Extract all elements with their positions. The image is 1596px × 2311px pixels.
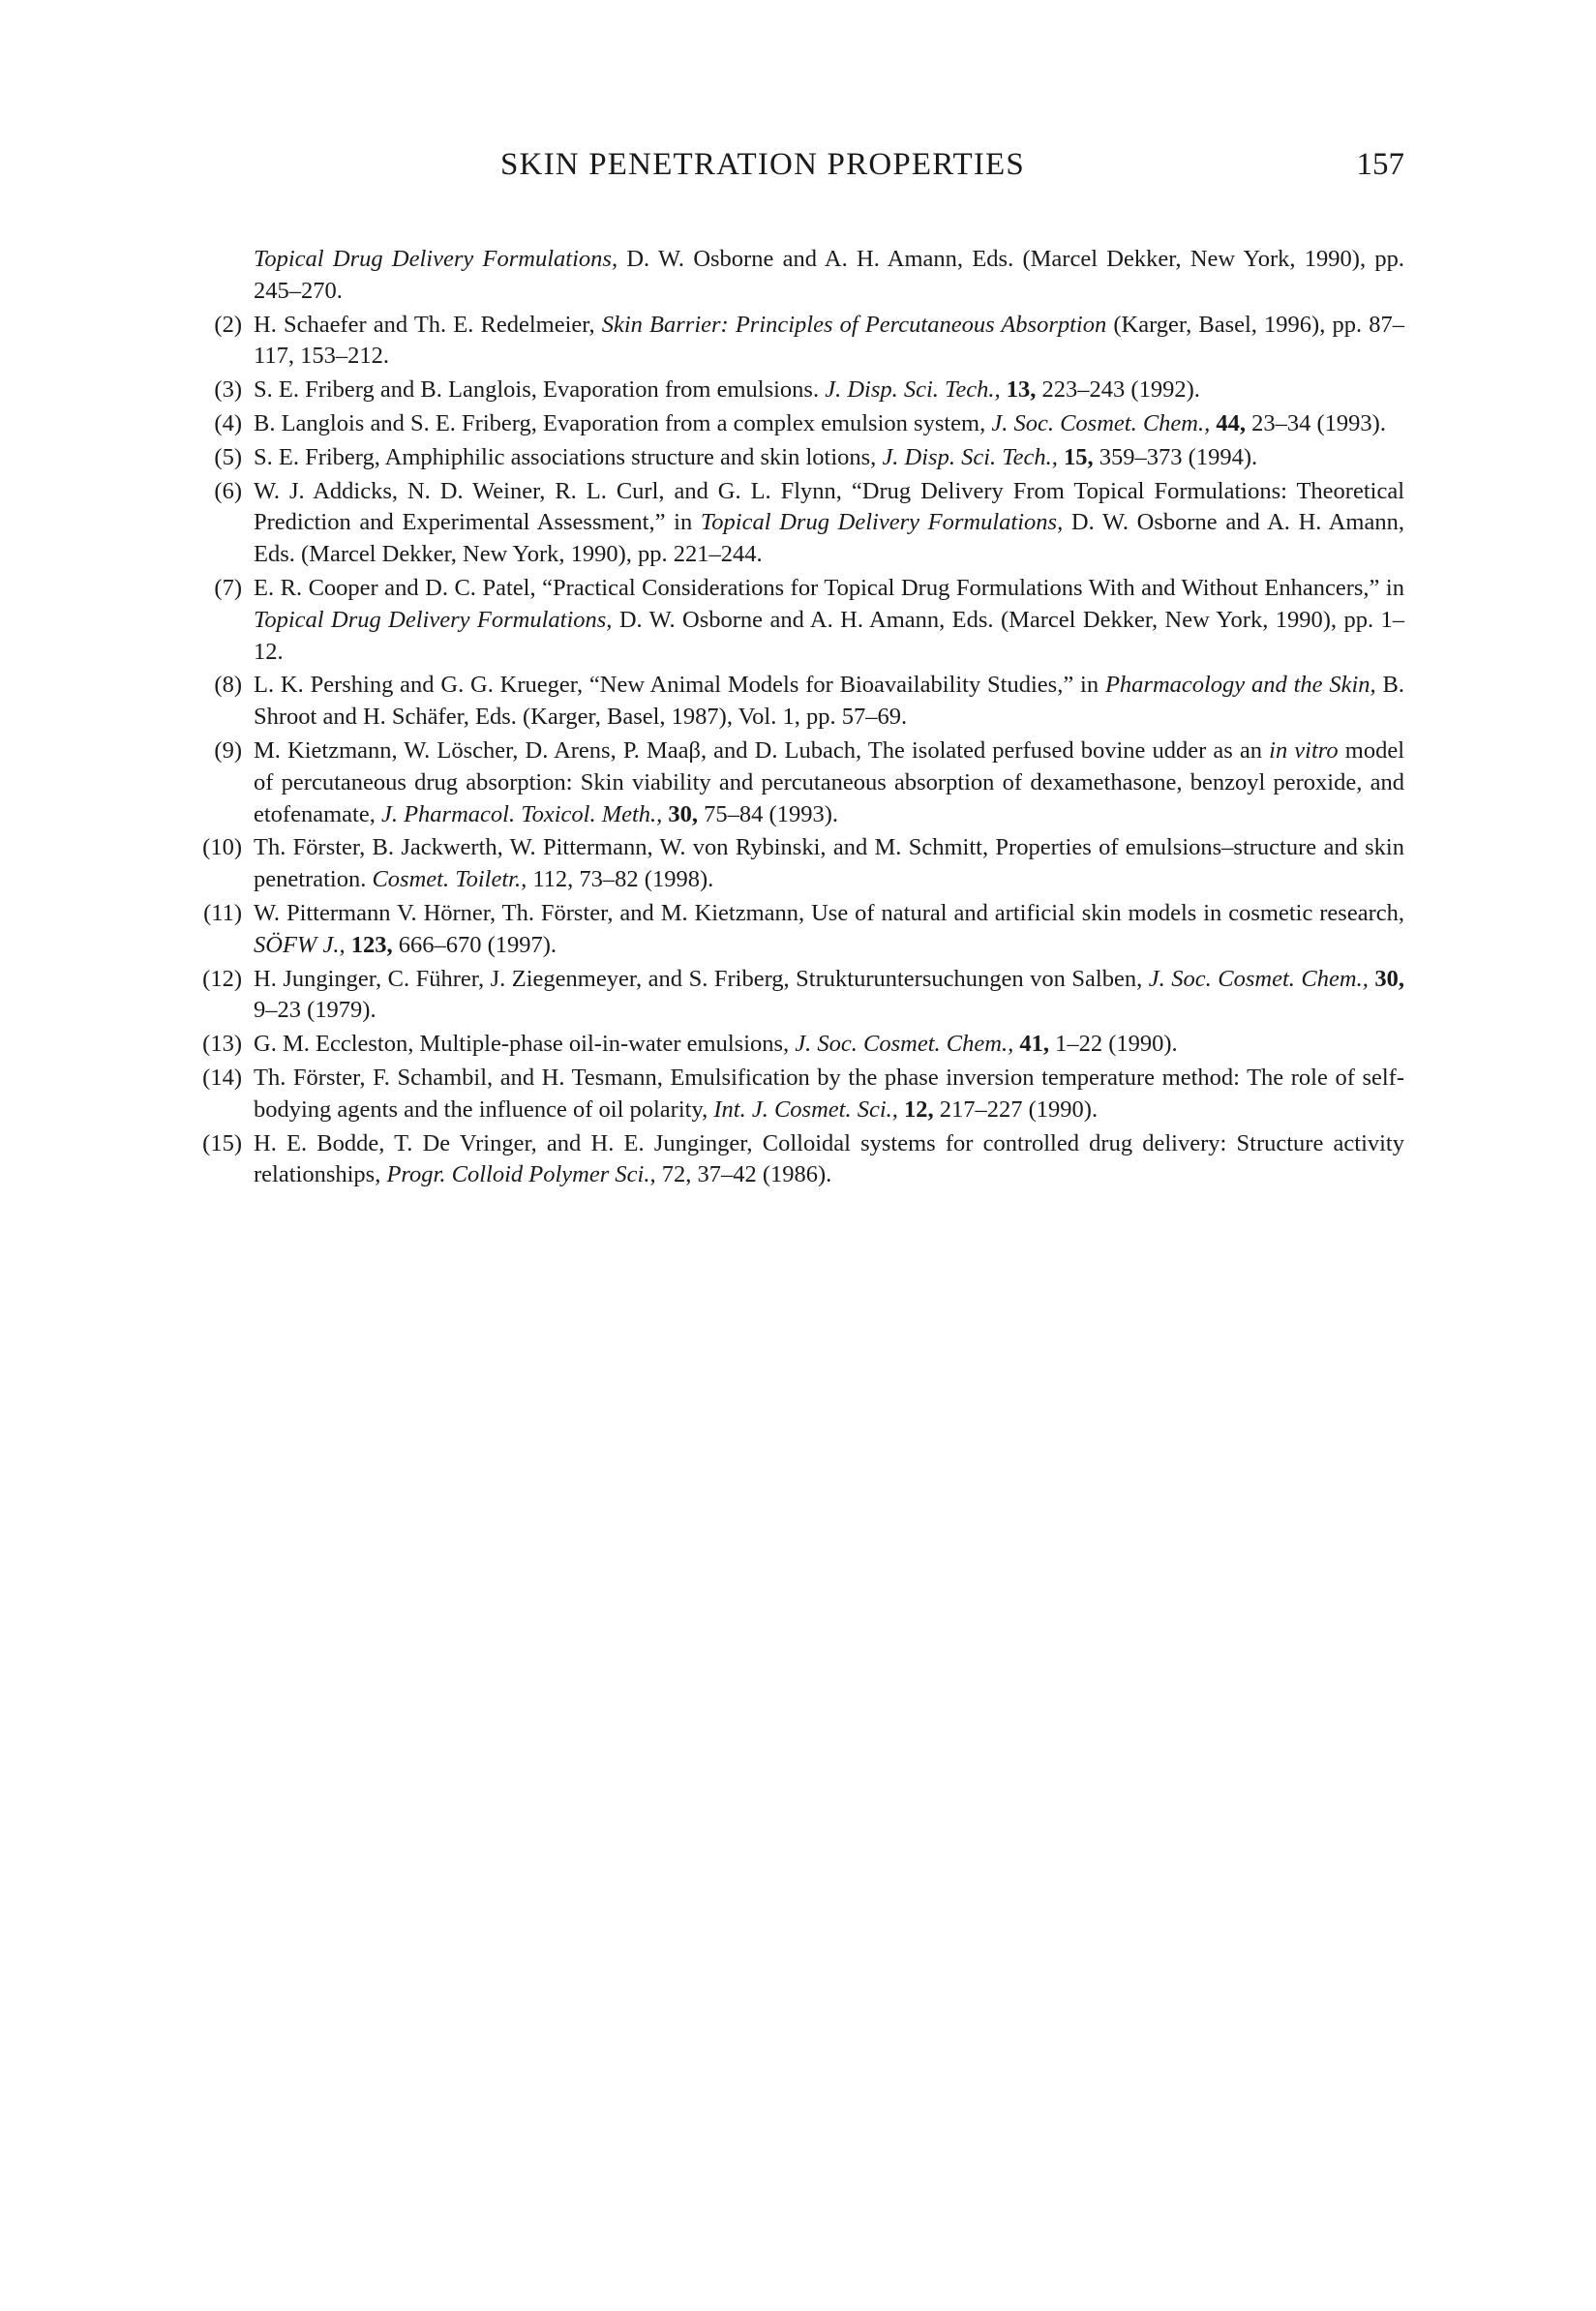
- reference-item: [184, 964, 1404, 1028]
- reference-number: (2): [214, 311, 242, 338]
- reference-segment: Topical Drug Delivery Formulations,: [700, 509, 1064, 536]
- reference-text: [254, 244, 1404, 308]
- page-number: 157: [1356, 147, 1404, 182]
- reference-segment: Topical Drug Delivery Formulations,: [254, 246, 618, 272]
- reference-text: [254, 476, 1404, 571]
- reference-item: [184, 670, 1404, 734]
- reference-segment: J. Disp. Sci. Tech.,: [825, 376, 1001, 404]
- reference-segment: Cosmet. Toiletr.,: [372, 866, 527, 893]
- reference-segment: 23–34 (1993).: [1246, 409, 1386, 436]
- reference-segment: D. W. Osborne and A. H. Amann, Eds. (Marcel Dekker, New York, 1990), pp. 245–270.: [254, 246, 1404, 304]
- reference-list: [184, 244, 1404, 1193]
- reference-item: [184, 1063, 1404, 1126]
- reference-segment: Pharmacology and the Skin,: [1104, 672, 1376, 699]
- reference-segment: D. W. Osborne and A. H. Amann, Eds. (Marcel Dekker, New York, 1990), pp. 221–244.: [254, 509, 1404, 568]
- reference-segment: D. W. Osborne and A. H. Amann, Eds. (Marcel Dekker, New York, 1990), pp. 1–12.: [254, 606, 1404, 665]
- reference-item: [184, 1029, 1404, 1061]
- reference-segment: Skin Barrier: Principles of Percutaneous Absorption: [601, 311, 1107, 338]
- reference-segment: 1–22 (1990).: [1048, 1031, 1178, 1058]
- reference-number: (9): [214, 736, 242, 764]
- reference-item: [184, 408, 1404, 440]
- reference-segment: Th. Förster, F. Schambil, and H. Tesmann, Emulsification by the phase inversion temperature method: The role of self-bodying agents and the influence of oil polarity,: [254, 1064, 1404, 1123]
- reference-text: [254, 1063, 1404, 1126]
- reference-segment: Progr. Colloid Polymer Sci.,: [386, 1161, 656, 1188]
- reference-segment: 72, 37–42 (1986).: [655, 1161, 832, 1188]
- reference-text: [254, 1128, 1404, 1192]
- reference-number: (14): [202, 1064, 242, 1091]
- reference-segment: 112, 73–82 (1998).: [527, 866, 714, 893]
- reference-segment: H. Junginger, C. Führer, J. Ziegenmeyer, and S. Friberg, Strukturuntersuchungen von Salben,: [254, 965, 1149, 992]
- reference-segment: J. Soc. Cosmet. Chem.,: [1148, 965, 1369, 992]
- reference-number: (8): [214, 672, 242, 699]
- reference-segment: W. Pittermann V. Hörner, Th. Förster, and M. Kietzmann, Use of natural and artificial skin models in cosmetic research,: [254, 899, 1404, 926]
- reference-text: [254, 1029, 1404, 1061]
- reference-segment: 13,: [1006, 376, 1037, 404]
- reference-segment: H. E. Bodde, T. De Vringer, and H. E. Junginger, Colloidal systems for controlled drug delivery: Structure activity relationships,: [254, 1129, 1404, 1188]
- reference-segment: model of percutaneous drug absorption: Skin viability and percutaneous absorption of dexamethasone, benzoyl peroxide, and etofenamate,: [254, 736, 1405, 827]
- reference-segment: B. Shroot and H. Schäfer, Eds. (Karger, Basel, 1987), Vol. 1, pp. 57–69.: [254, 672, 1404, 731]
- reference-number: (3): [214, 376, 242, 404]
- reference-segment: 30,: [668, 800, 699, 827]
- reference-number: (5): [214, 443, 242, 470]
- reference-segment: (Karger, Basel, 1996), pp. 87–117, 153–212.: [254, 311, 1404, 370]
- reference-item: [184, 832, 1404, 896]
- reference-text: [254, 375, 1404, 406]
- reference-item: [184, 898, 1404, 962]
- reference-segment: 217–227 (1990).: [933, 1095, 1099, 1123]
- reference-number: (10): [202, 834, 242, 861]
- reference-number: (7): [214, 574, 242, 601]
- reference-segment: 15,: [1064, 443, 1094, 470]
- reference-item: [184, 476, 1404, 571]
- reference-item: [184, 375, 1404, 406]
- reference-segment: Topical Drug Delivery Formulations,: [254, 606, 613, 633]
- reference-segment: in vitro: [1269, 736, 1339, 764]
- reference-item: [184, 442, 1404, 474]
- reference-segment: J. Soc. Cosmet. Chem.,: [991, 409, 1211, 436]
- reference-segment: B. Langlois and S. E. Friberg, Evaporation from a complex emulsion system,: [254, 409, 992, 436]
- reference-text: [254, 573, 1404, 668]
- running-title: SKIN PENETRATION PROPERTIES: [500, 147, 1025, 182]
- reference-segment: S. E. Friberg, Amphiphilic associations structure and skin lotions,: [254, 443, 883, 470]
- reference-segment: H. Schaefer and Th. E. Redelmeier,: [254, 311, 602, 338]
- reference-segment: J. Pharmacol. Toxicol. Meth.,: [380, 800, 663, 827]
- reference-text: [254, 408, 1404, 440]
- reference-number: (13): [202, 1031, 242, 1058]
- reference-number: (11): [203, 899, 242, 926]
- reference-segment: 44,: [1216, 409, 1247, 436]
- reference-segment: 30,: [1374, 965, 1404, 992]
- reference-segment: 123,: [350, 931, 393, 958]
- running-head: [254, 143, 1404, 186]
- reference-number: (12): [202, 965, 242, 992]
- reference-segment: W. J. Addicks, N. D. Weiner, R. L. Curl, and G. L. Flynn, “Drug Delivery From Topical Formulations: Theoretical Prediction and Experimental Assessment,” in: [254, 477, 1404, 536]
- reference-segment: 9–23 (1979).: [254, 997, 376, 1024]
- reference-text: [254, 964, 1404, 1028]
- reference-number: (6): [214, 477, 242, 504]
- reference-segment: J. Soc. Cosmet. Chem.,: [795, 1031, 1014, 1058]
- reference-text: [254, 670, 1404, 734]
- reference-segment: S. E. Friberg and B. Langlois, Evaporation from emulsions.: [254, 376, 826, 404]
- reference-item: [184, 1128, 1404, 1192]
- reference-text: [254, 735, 1404, 830]
- reference-text: [254, 898, 1404, 962]
- reference-text: [254, 832, 1404, 896]
- reference-item: [184, 573, 1404, 668]
- reference-segment: SÖFW J.,: [254, 931, 346, 958]
- reference-segment: E. R. Cooper and D. C. Patel, “Practical Considerations for Topical Drug Formulations With and Without Enhancers,” in: [254, 574, 1404, 601]
- reference-segment: Int. J. Cosmet. Sci.,: [713, 1095, 898, 1123]
- reference-segment: 12,: [904, 1095, 934, 1123]
- reference-segment: 41,: [1019, 1031, 1049, 1058]
- reference-number: (4): [214, 409, 242, 436]
- reference-text: [254, 310, 1404, 374]
- reference-segment: M. Kietzmann, W. Löscher, D. Arens, P. Maaβ, and D. Lubach, The isolated perfused bovine udder as an: [254, 736, 1270, 764]
- reference-item: [184, 310, 1404, 374]
- reference-item: [184, 735, 1404, 830]
- reference-segment: 75–84 (1993).: [698, 800, 838, 827]
- reference-number: (15): [202, 1129, 242, 1156]
- reference-text: [254, 442, 1404, 474]
- reference-segment: G. M. Eccleston, Multiple-phase oil-in-water emulsions,: [254, 1031, 796, 1058]
- reference-segment: 359–373 (1994).: [1093, 443, 1258, 470]
- reference-segment: Th. Förster, B. Jackwerth, W. Pittermann, W. von Rybinski, and M. Schmitt, Properties of emulsions–structure and skin penetration.: [254, 834, 1404, 893]
- reference-item: [184, 244, 1404, 308]
- reference-segment: 223–243 (1992).: [1036, 376, 1200, 404]
- reference-segment: L. K. Pershing and G. G. Krueger, “New Animal Models for Bioavailability Studies,” in: [254, 672, 1105, 699]
- reference-segment: 666–670 (1997).: [392, 931, 557, 958]
- reference-segment: J. Disp. Sci. Tech.,: [882, 443, 1058, 470]
